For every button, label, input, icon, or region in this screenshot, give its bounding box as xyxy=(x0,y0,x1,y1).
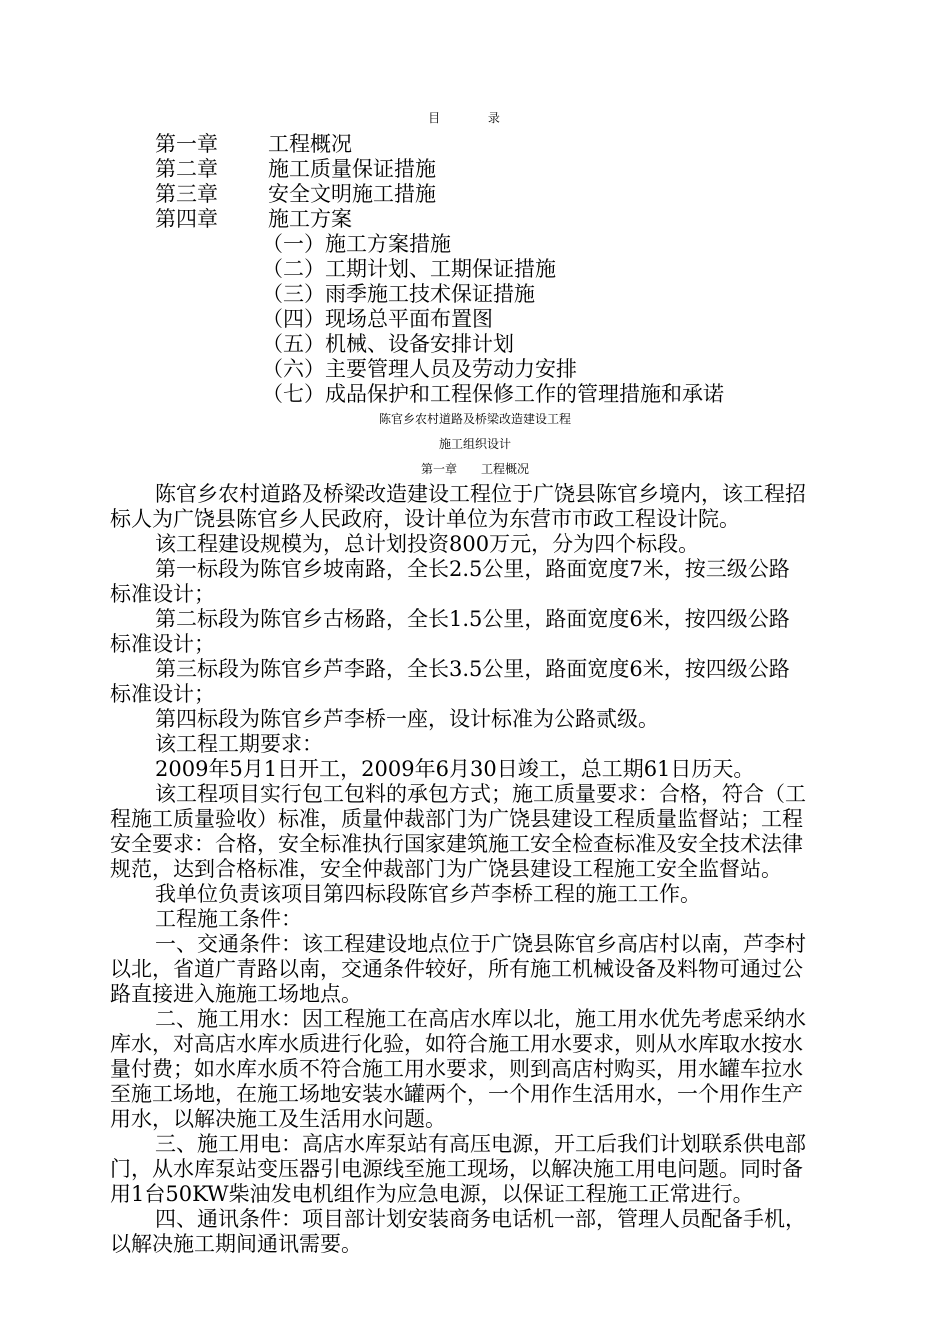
body-line: 标人为广饶县陈官乡人民政府，设计单位为东营市市政工程设计院。 xyxy=(110,507,740,531)
toc-subitem: （二）工期计划、工期保证措施 xyxy=(262,257,556,281)
toc-subitem: （五）机械、设备安排计划 xyxy=(262,332,514,356)
body-line: 规范，达到合格标准，安全仲裁部门为广饶县建设工程施工安全监督站。 xyxy=(110,857,782,881)
body-line: 2009年5月1日开工，2009年6月30日竣工，总工期61日历天。 xyxy=(155,757,755,781)
toc-chapter-num: 第三章 xyxy=(155,182,218,206)
body-line: 路直接进入施施工场地点。 xyxy=(110,982,362,1006)
body-line: 该工程项目实行包工包料的承包方式；施工质量要求：合格，符合（工 xyxy=(155,782,806,806)
document-subtitle: 施工组织设计 xyxy=(438,437,511,451)
toc-chapter-title: 安全文明施工措施 xyxy=(268,182,436,206)
body-line: 标准设计； xyxy=(110,632,215,656)
body-line: 安全要求：合格，安全标准执行国家建筑施工安全检查标准及安全技术法律 xyxy=(110,832,803,856)
chapter-heading: 第一章 工程概况 xyxy=(420,462,529,476)
toc-chapter-num: 第四章 xyxy=(155,207,218,231)
body-line: 第四标段为陈官乡芦李桥一座，设计标准为公路贰级。 xyxy=(155,707,659,731)
body-line: 程施工质量验收）标准，质量仲裁部门为广饶县建设工程质量监督站；工程 xyxy=(110,807,803,831)
body-line: 第二标段为陈官乡古杨路，全长1.5公里，路面宽度6米，按四级公路 xyxy=(155,607,790,631)
toc-subitem: （六）主要管理人员及劳动力安排 xyxy=(262,357,577,381)
toc-title: 目 录 xyxy=(428,111,522,125)
body-line: 门，从水库泵站变压器引电源线至施工现场，以解决施工用电问题。同时备 xyxy=(110,1157,803,1181)
body-line: 标准设计； xyxy=(110,682,215,706)
body-line: 二、施工用水：因工程施工在高店水库以北，施工用水优先考虑采纳水 xyxy=(155,1007,806,1031)
body-line: 该工程建设规模为，总计划投资800万元，分为四个标段。 xyxy=(155,532,700,556)
body-line: 三、施工用电：高店水库泵站有高压电源，开工后我们计划联系供电部 xyxy=(155,1132,806,1156)
body-line: 以解决施工期间通讯需要。 xyxy=(110,1232,362,1256)
body-line: 我单位负责该项目第四标段陈官乡芦李桥工程的施工工作。 xyxy=(155,882,701,906)
toc-subitem: （四）现场总平面布置图 xyxy=(262,307,493,331)
body-line: 用水，以解决施工及生活用水问题。 xyxy=(110,1107,446,1131)
body-line: 第一标段为陈官乡坡南路，全长2.5公里，路面宽度7米，按三级公路 xyxy=(155,557,790,581)
toc-subitem: （一）施工方案措施 xyxy=(262,232,451,256)
project-title: 陈官乡农村道路及桥梁改造建设工程 xyxy=(378,412,571,426)
body-line: 工程施工条件： xyxy=(155,907,302,931)
body-line: 至施工场地，在施工场地安装水罐两个，一个用作生活用水，一个用作生产 xyxy=(110,1082,803,1106)
toc-chapter-num: 第二章 xyxy=(155,157,218,181)
toc-subitem: （七）成品保护和工程保修工作的管理措施和承诺 xyxy=(262,382,724,406)
body-line: 陈官乡农村道路及桥梁改造建设工程位于广饶县陈官乡境内，该工程招 xyxy=(155,482,806,506)
toc-chapter-title: 施工方案 xyxy=(268,207,352,231)
toc-chapter-num: 第一章 xyxy=(155,132,218,156)
toc-chapter-title: 施工质量保证措施 xyxy=(268,157,436,181)
body-line: 一、交通条件：该工程建设地点位于广饶县陈官乡高店村以南，芦李村 xyxy=(155,932,806,956)
toc-subitem: （三）雨季施工技术保证措施 xyxy=(262,282,535,306)
body-line: 标准设计； xyxy=(110,582,215,606)
body-line: 四、通讯条件：项目部计划安装商务电话机一部，管理人员配备手机， xyxy=(155,1207,806,1231)
body-line: 以北，省道广青路以南，交通条件较好，所有施工机械设备及料物可通过公 xyxy=(110,957,803,981)
body-line: 第三标段为陈官乡芦李路，全长3.5公里，路面宽度6米，按四级公路 xyxy=(155,657,790,681)
body-line: 用1台50KW柴油发电机组作为应急电源，以保证工程施工正常进行。 xyxy=(110,1182,754,1206)
toc-chapter-title: 工程概况 xyxy=(268,132,352,156)
body-line: 库水，对高店水库水质进行化验，如符合施工用水要求，则从水库取水按水 xyxy=(110,1032,803,1056)
body-line: 量付费；如水库水质不符合施工用水要求，则到高店村购买，用水罐车拉水 xyxy=(110,1057,803,1081)
body-line: 该工程工期要求： xyxy=(155,732,323,756)
